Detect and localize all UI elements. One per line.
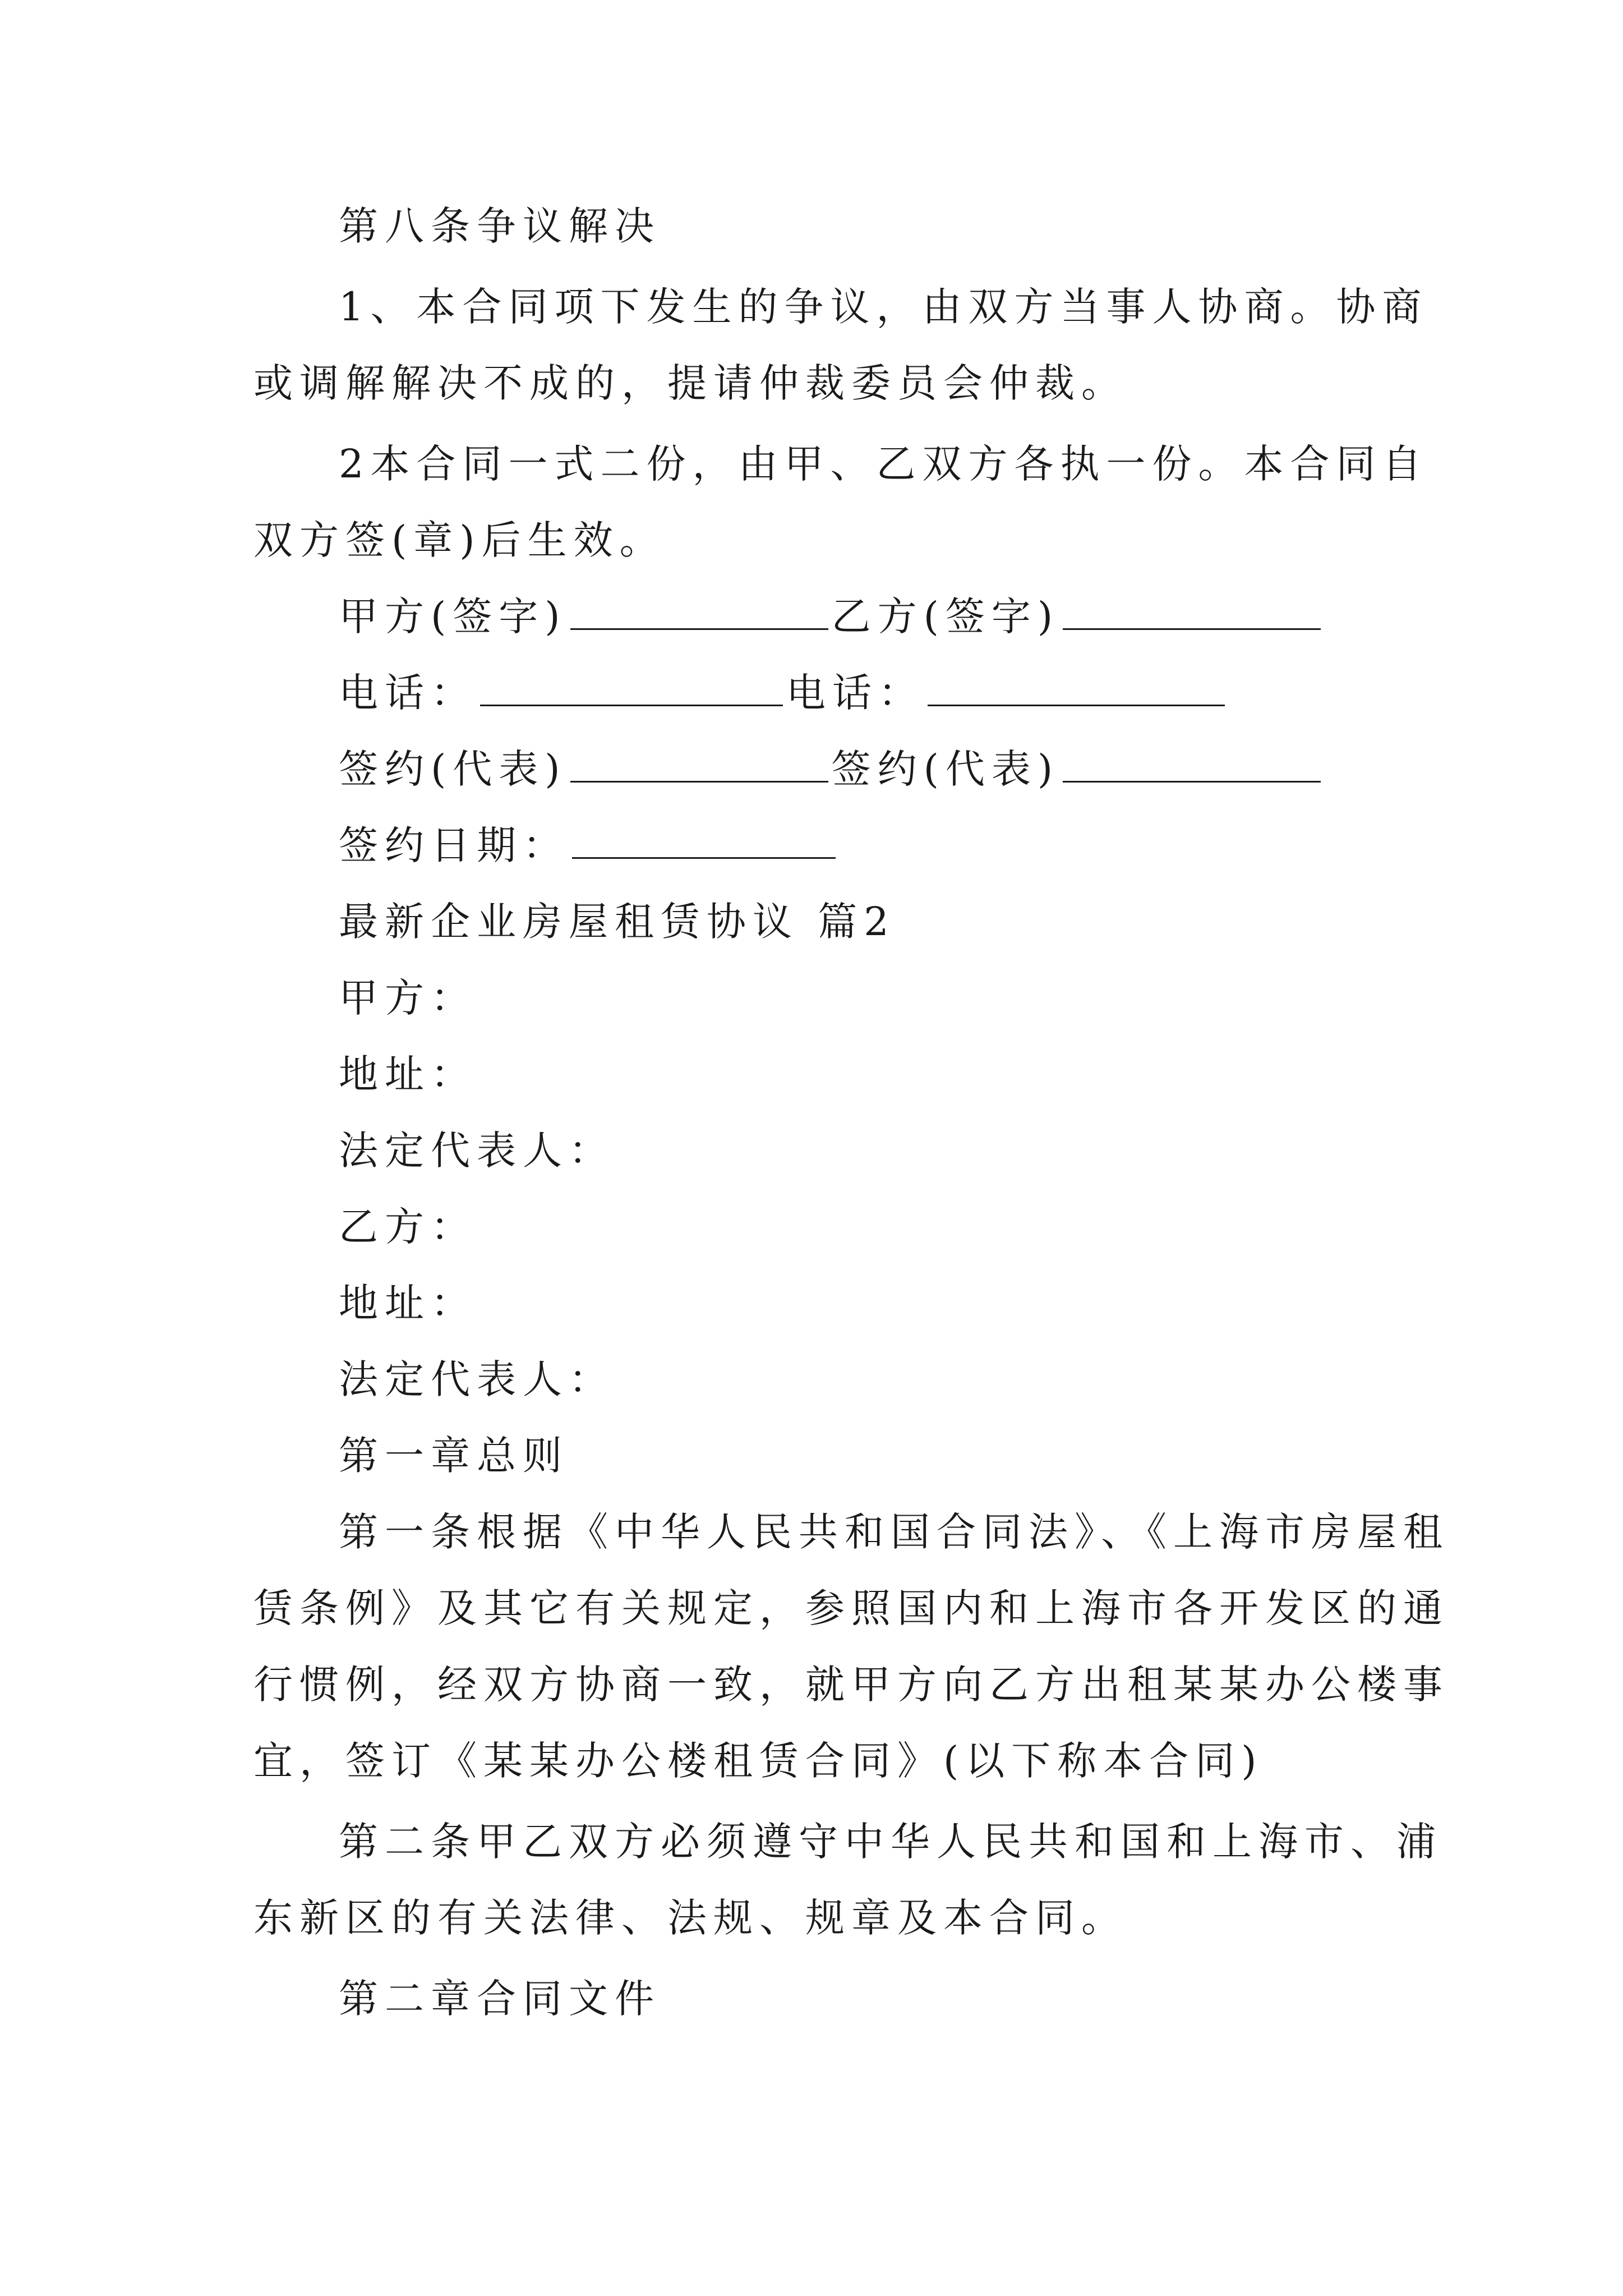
party-a-signature-label: 甲方(签字) bbox=[339, 593, 567, 639]
article8-paragraph2-line1: 2本合同一式二份，由甲、乙双方各执一份。本合同自 bbox=[339, 441, 1428, 487]
article1-line4: 宜，签订《某某办公楼租赁合同》(以下称本合同) bbox=[253, 1738, 1264, 1784]
party-a-phone-label: 电话： bbox=[339, 670, 477, 716]
sign-date-label: 签约日期： bbox=[339, 822, 569, 868]
party-a-phone-blank bbox=[480, 672, 783, 706]
article8-paragraph1-line2: 或调解解决不成的，提请仲裁委员会仲裁。 bbox=[253, 360, 1127, 406]
sign-date-row bbox=[253, 807, 1386, 884]
article2-line1: 第二条甲乙双方必须遵守中华人民共和国和上海市、浦 bbox=[339, 1819, 1442, 1865]
agreement2-title: 最新企业房屋租赁协议 篇2 bbox=[339, 899, 896, 945]
party-b-address-label: 地址： bbox=[339, 1280, 477, 1326]
party-a-representative-label: 签约(代表) bbox=[339, 746, 567, 792]
party-b-representative-label: 签约(代表) bbox=[831, 746, 1060, 792]
sign-date-blank bbox=[572, 825, 836, 859]
phone-row bbox=[253, 655, 1386, 731]
party-a-address-label: 地址： bbox=[339, 1051, 477, 1097]
chapter2-title: 第二章合同文件 bbox=[339, 1976, 661, 2022]
article8-paragraph2-line2: 双方签(章)后生效。 bbox=[253, 517, 666, 563]
article8-paragraph1-line1: 1、本合同项下发生的争议，由双方当事人协商。协商 bbox=[339, 284, 1428, 330]
party-b-signature-blank bbox=[1063, 596, 1321, 630]
representative-row bbox=[253, 731, 1386, 807]
article1-line1: 第一条根据《中华人民共和国合同法》、《上海市房屋租 bbox=[339, 1509, 1449, 1555]
party-a-representative-blank bbox=[570, 748, 828, 783]
party-a-signature-blank bbox=[570, 596, 828, 630]
party-b-signature-label: 乙方(签字) bbox=[831, 593, 1060, 639]
party-a-label: 甲方： bbox=[339, 975, 477, 1021]
party-b-representative-blank bbox=[1063, 748, 1321, 783]
signature-row bbox=[253, 578, 1386, 655]
party-b-legal-representative-label: 法定代表人： bbox=[339, 1356, 615, 1402]
party-b-label: 乙方： bbox=[339, 1204, 477, 1250]
article1-line2: 赁条例》及其它有关规定，参照国内和上海市各开发区的通 bbox=[253, 1585, 1449, 1631]
chapter1-title: 第一章总则 bbox=[339, 1433, 569, 1479]
article1-line3: 行惯例，经双方协商一致，就甲方向乙方出租某某办公楼事 bbox=[253, 1662, 1449, 1708]
article8-title: 第八条争议解决 bbox=[339, 203, 661, 249]
article2-line2: 东新区的有关法律、法规、规章及本合同。 bbox=[253, 1895, 1127, 1941]
party-b-phone-label: 电话： bbox=[786, 670, 924, 716]
document-body bbox=[253, 188, 1449, 2037]
party-a-legal-representative-label: 法定代表人： bbox=[339, 1128, 615, 1174]
party-b-phone-blank bbox=[928, 672, 1225, 706]
